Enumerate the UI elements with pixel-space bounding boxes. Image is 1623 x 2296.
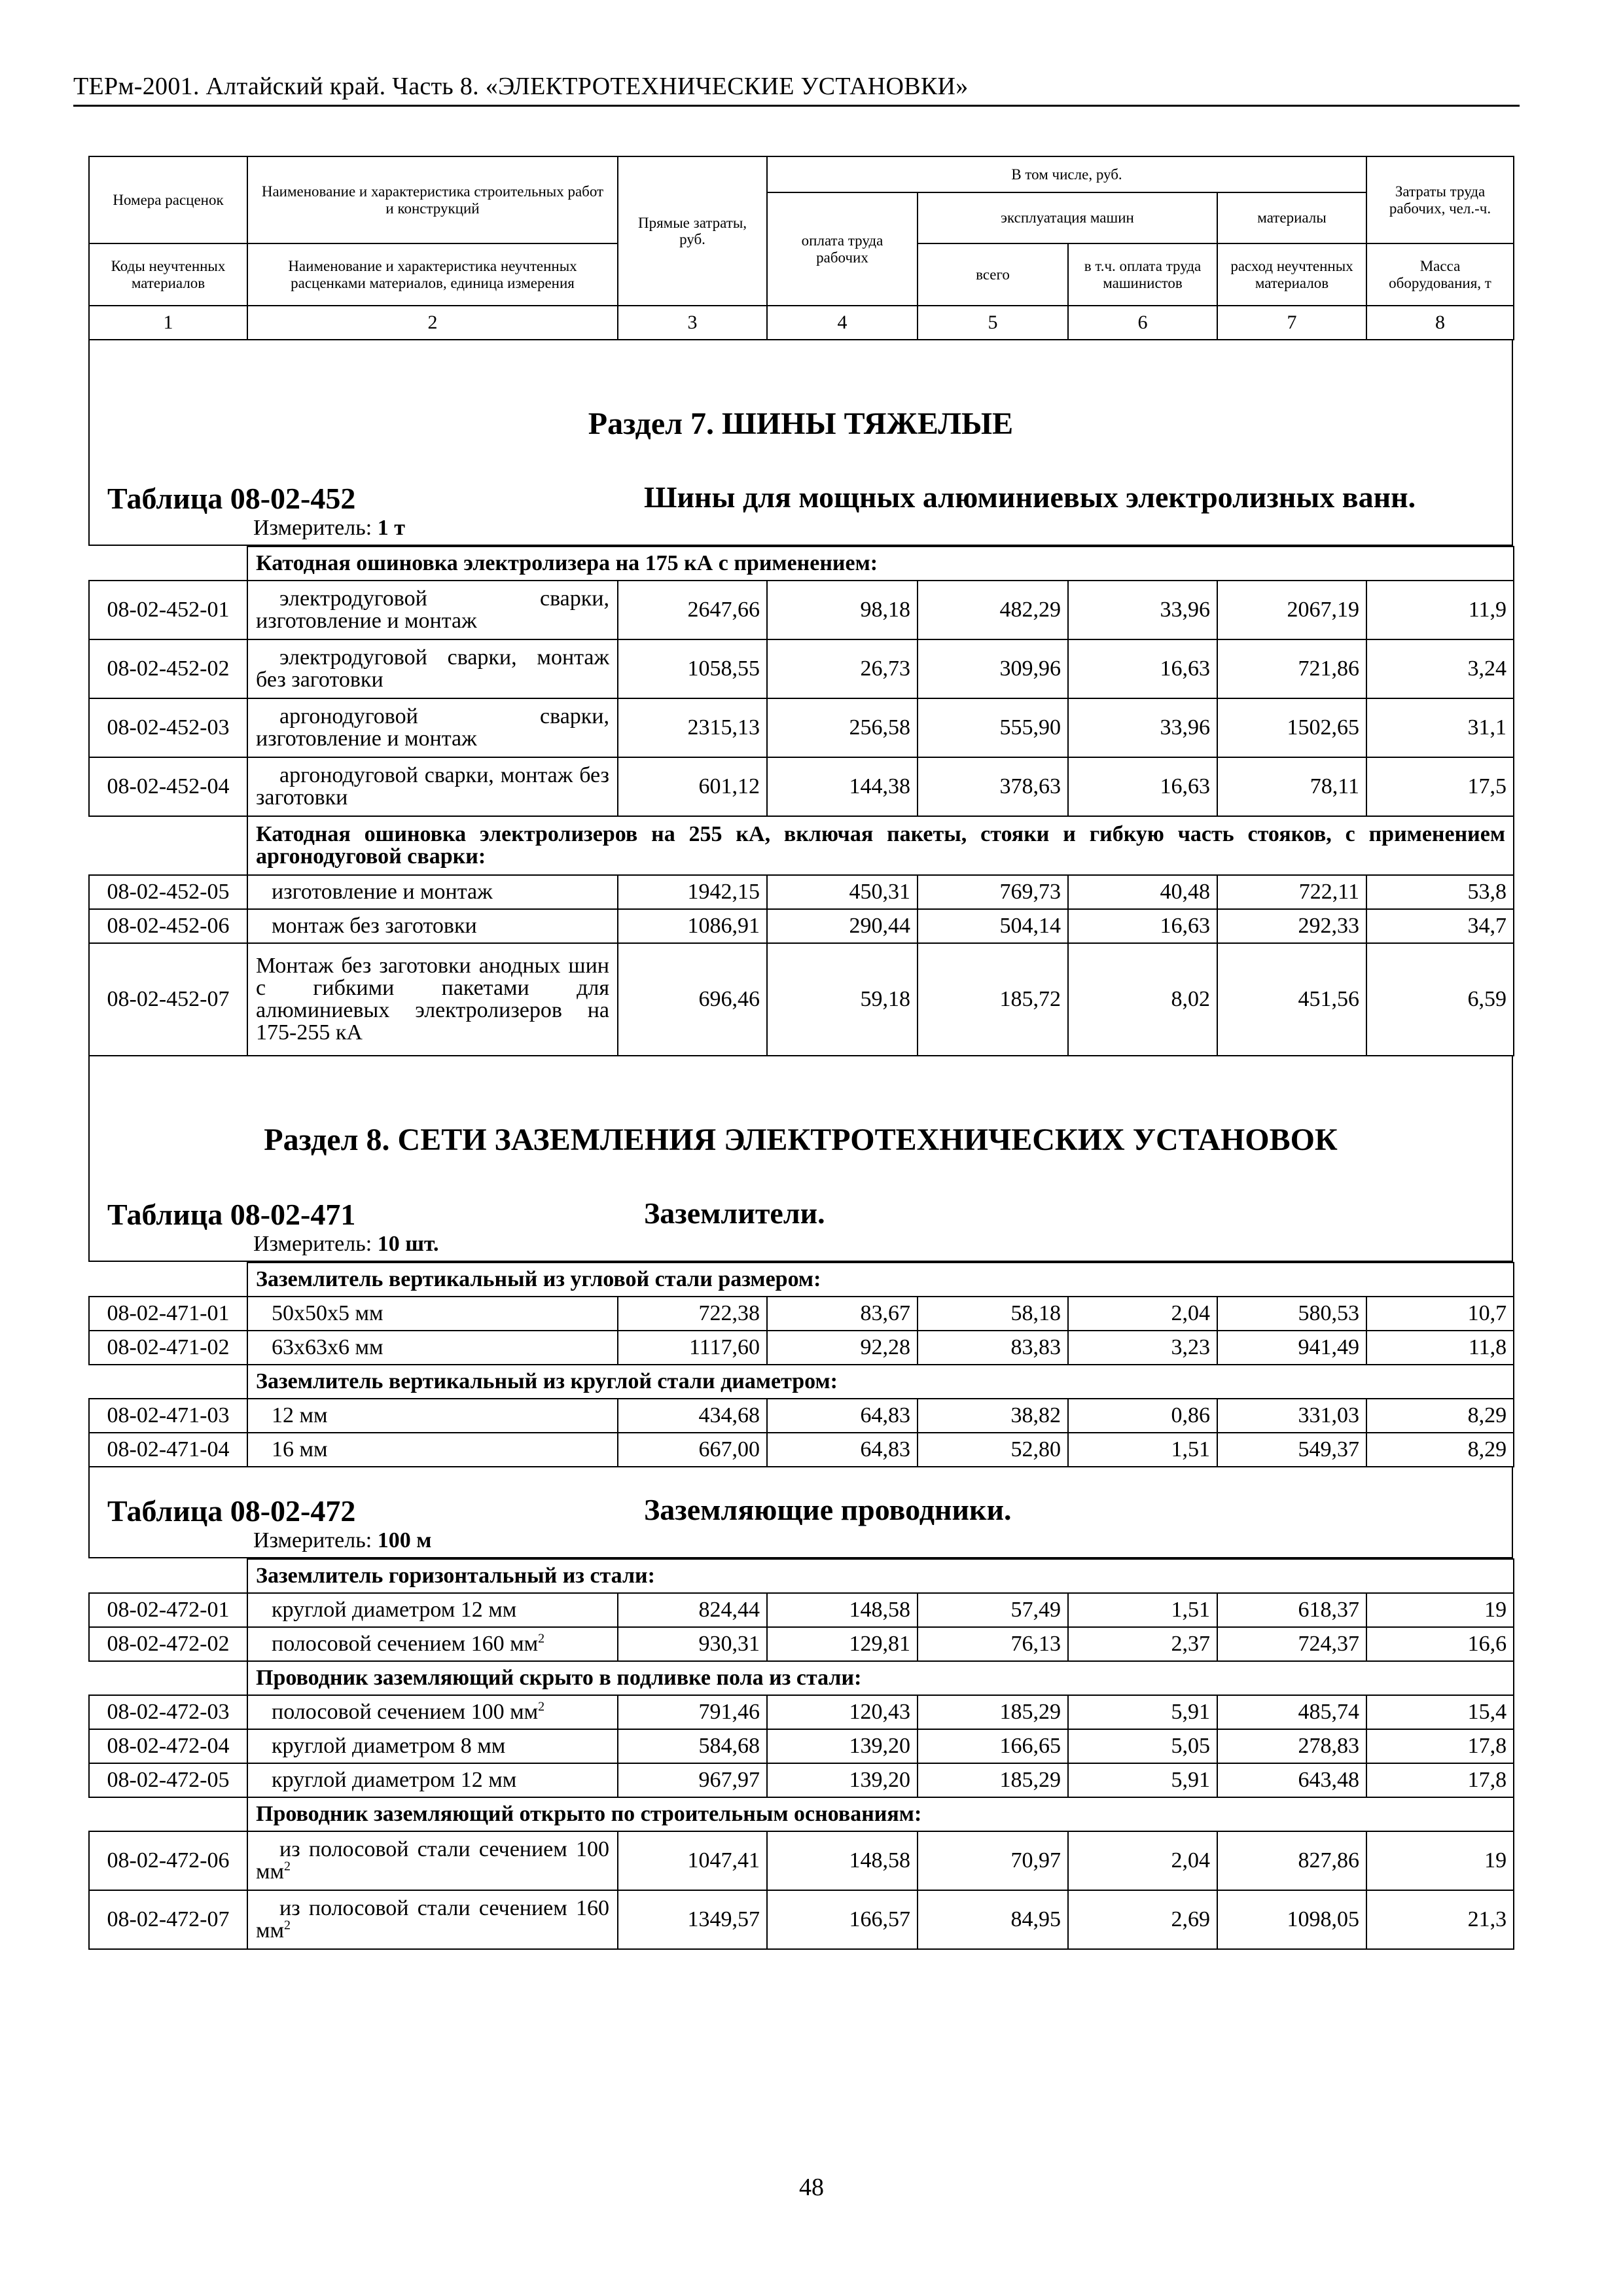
- group-title: Заземлитель вертикальный из угловой стали размером:: [247, 1263, 1514, 1297]
- col-number: 4: [767, 306, 918, 340]
- rate-code: 08-02-452-04: [89, 757, 247, 816]
- machinist-pay: 40,48: [1068, 875, 1217, 909]
- rate-name: [247, 698, 618, 757]
- rate-name: [247, 757, 618, 816]
- direct-costs: 930,31: [618, 1627, 767, 1661]
- direct-costs: 696,46: [618, 943, 767, 1056]
- machinist-pay: 5,91: [1068, 1763, 1217, 1797]
- direct-costs: 2315,13: [618, 698, 767, 757]
- col-number: 8: [1366, 306, 1514, 340]
- measure-label: Измеритель:: [253, 516, 372, 540]
- col-material-usage: расход неучтенных материалов: [1217, 243, 1366, 306]
- section-8-block: [88, 1056, 1513, 1262]
- table-08-02-471: [88, 1262, 1514, 1467]
- table-row: [89, 639, 1514, 698]
- group-spacer: [89, 1559, 247, 1593]
- labor-hours: 17,8: [1366, 1763, 1514, 1797]
- direct-costs: 722,38: [618, 1297, 767, 1331]
- machinist-pay: 16,63: [1068, 639, 1217, 698]
- labor-hours: 8,29: [1366, 1433, 1514, 1467]
- rate-name-text: круглой диаметром 12 мм: [272, 1768, 517, 1792]
- rate-name-text: 16 мм: [272, 1437, 328, 1462]
- machine-total: 185,72: [918, 943, 1068, 1056]
- col-labor-pay: оплата труда рабочих: [767, 192, 918, 306]
- rate-name-text: полосовой сечением 160 мм: [272, 1632, 539, 1656]
- rate-name: [247, 1763, 618, 1797]
- materials: 618,37: [1217, 1593, 1366, 1627]
- machine-total: 378,63: [918, 757, 1068, 816]
- column-header-table: [88, 156, 1514, 340]
- table-number: Таблица 08-02-472: [107, 1494, 356, 1528]
- labor-hours: 19: [1366, 1593, 1514, 1627]
- materials: 722,11: [1217, 875, 1366, 909]
- section-title: Раздел 8. СЕТИ ЗАЗЕМЛЕНИЯ ЭЛЕКТРОТЕХНИЧЕСКИХ УСТАНОВОК: [264, 1122, 1338, 1157]
- machine-total: 38,82: [918, 1399, 1068, 1433]
- group-title: Катодная ошиновка электролизеров на 255 кА, включая пакеты, стояки и гибкую часть стояков, с применением аргонодуговой сварки:: [247, 816, 1514, 875]
- rate-code: 08-02-472-03: [89, 1695, 247, 1729]
- group-spacer: [89, 816, 247, 875]
- machinist-pay: 3,23: [1068, 1331, 1217, 1365]
- materials: 331,03: [1217, 1399, 1366, 1433]
- rate-name-text: из полосовой стали сечением 100 мм: [256, 1837, 609, 1884]
- rate-name-text: 63х63х6 мм: [272, 1335, 383, 1359]
- machine-total: 504,14: [918, 909, 1068, 943]
- labor-pay: 139,20: [767, 1729, 918, 1763]
- direct-costs: 1086,91: [618, 909, 767, 943]
- machine-total: 58,18: [918, 1297, 1068, 1331]
- col-material-codes: Коды неучтенных материалов: [89, 243, 247, 306]
- col-material-name: Наименование и характеристика неучтенных расценками материалов, единица измерения: [247, 243, 618, 306]
- col-number: 3: [618, 306, 767, 340]
- rate-name-text: монтаж без заготовки: [272, 914, 477, 938]
- machinist-pay: 8,02: [1068, 943, 1217, 1056]
- rate-code: 08-02-452-02: [89, 639, 247, 698]
- measure-value: 1 т: [377, 516, 405, 540]
- table-row: [89, 1831, 1514, 1890]
- direct-costs: 1942,15: [618, 875, 767, 909]
- machine-total: 185,29: [918, 1695, 1068, 1729]
- rate-name-text: электродуговой сварки, монтаж без заготовки: [256, 645, 609, 692]
- direct-costs: 824,44: [618, 1593, 767, 1627]
- col-number: 6: [1068, 306, 1217, 340]
- materials: 2067,19: [1217, 581, 1366, 639]
- rate-name-text: аргонодуговой сварки, изготовление и монтаж: [256, 704, 609, 751]
- rate-code: 08-02-471-02: [89, 1331, 247, 1365]
- rate-name: [247, 875, 618, 909]
- labor-pay: 98,18: [767, 581, 918, 639]
- table-row: [89, 909, 1514, 943]
- materials: 292,33: [1217, 909, 1366, 943]
- table-number: Таблица 08-02-452: [107, 482, 356, 515]
- materials: 643,48: [1217, 1763, 1366, 1797]
- labor-hours: 31,1: [1366, 698, 1514, 757]
- labor-hours: 11,9: [1366, 581, 1514, 639]
- col-materials: материалы: [1217, 192, 1366, 243]
- section-title: Раздел 7. ШИНЫ ТЯЖЕЛЫЕ: [588, 406, 1014, 441]
- machinist-pay: 5,91: [1068, 1695, 1217, 1729]
- rate-code: 08-02-452-01: [89, 581, 247, 639]
- labor-hours: 19: [1366, 1831, 1514, 1890]
- rates-frame: [88, 156, 1513, 1950]
- rate-name-text: 50х50х5 мм: [272, 1301, 383, 1325]
- table-row: [89, 1695, 1514, 1729]
- machine-total: 84,95: [918, 1890, 1068, 1949]
- rate-name: [247, 1297, 618, 1331]
- table-name: Шины для мощных алюминиевых электролизных ванн.: [644, 480, 1416, 514]
- rate-code: 08-02-471-03: [89, 1399, 247, 1433]
- direct-costs: 601,12: [618, 757, 767, 816]
- rate-code: 08-02-472-02: [89, 1627, 247, 1661]
- machinist-pay: 33,96: [1068, 581, 1217, 639]
- materials: 1502,65: [1217, 698, 1366, 757]
- group-title: Проводник заземляющий скрыто в подливке пола из стали:: [247, 1661, 1514, 1695]
- col-number: 7: [1217, 306, 1366, 340]
- direct-costs: 1047,41: [618, 1831, 767, 1890]
- rate-name: [247, 1433, 618, 1467]
- rate-code: 08-02-452-06: [89, 909, 247, 943]
- materials: 1098,05: [1217, 1890, 1366, 1949]
- machine-total: 769,73: [918, 875, 1068, 909]
- table-row: [89, 581, 1514, 639]
- rate-name-text: электродуговой сварки, изготовление и монтаж: [256, 586, 609, 633]
- table-heading: [90, 1197, 1512, 1232]
- rate-code: 08-02-452-05: [89, 875, 247, 909]
- materials: 827,86: [1217, 1831, 1366, 1890]
- col-work-name: Наименование и характеристика строительных работ и конструкций: [247, 156, 618, 243]
- rate-code: 08-02-472-07: [89, 1890, 247, 1949]
- superscript: 2: [284, 1918, 291, 1933]
- table-472-block: [88, 1467, 1513, 1558]
- labor-hours: 3,24: [1366, 639, 1514, 698]
- machine-total: 309,96: [918, 639, 1068, 698]
- machinist-pay: 16,63: [1068, 757, 1217, 816]
- labor-pay: 120,43: [767, 1695, 918, 1729]
- rate-code: 08-02-471-01: [89, 1297, 247, 1331]
- labor-hours: 11,8: [1366, 1331, 1514, 1365]
- rate-name: [247, 1695, 618, 1729]
- machine-total: 52,80: [918, 1433, 1068, 1467]
- materials: 451,56: [1217, 943, 1366, 1056]
- rate-code: 08-02-472-01: [89, 1593, 247, 1627]
- measure-label: Измеритель:: [253, 1232, 372, 1256]
- measure-value: 100 м: [377, 1528, 432, 1552]
- direct-costs: 667,00: [618, 1433, 767, 1467]
- col-number: 2: [247, 306, 618, 340]
- machinist-pay: 2,69: [1068, 1890, 1217, 1949]
- group-spacer: [89, 1661, 247, 1695]
- rate-code: 08-02-471-04: [89, 1433, 247, 1467]
- direct-costs: 1117,60: [618, 1331, 767, 1365]
- rate-name: [247, 1593, 618, 1627]
- measure-label: Измеритель:: [253, 1528, 372, 1552]
- labor-pay: 148,58: [767, 1831, 918, 1890]
- materials: 941,49: [1217, 1331, 1366, 1365]
- measure-unit: [90, 516, 1512, 545]
- col-labor-cost: Затраты труда рабочих, чел.-ч.: [1366, 156, 1514, 243]
- table-name: Заземляющие проводники.: [644, 1493, 1012, 1526]
- superscript: 2: [284, 1859, 291, 1874]
- labor-hours: 16,6: [1366, 1627, 1514, 1661]
- materials: 485,74: [1217, 1695, 1366, 1729]
- table-row: [89, 1399, 1514, 1433]
- direct-costs: 967,97: [618, 1763, 767, 1797]
- group-spacer: [89, 1365, 247, 1399]
- direct-costs: 584,68: [618, 1729, 767, 1763]
- table-row: [89, 1627, 1514, 1661]
- labor-hours: 10,7: [1366, 1297, 1514, 1331]
- labor-hours: 17,5: [1366, 757, 1514, 816]
- rate-code: 08-02-472-04: [89, 1729, 247, 1763]
- table-row: [89, 757, 1514, 816]
- table-08-02-472: [88, 1558, 1514, 1950]
- running-header: ТЕРм-2001. Алтайский край. Часть 8. «ЭЛЕКТРОТЕХНИЧЕСКИЕ УСТАНОВКИ»: [73, 73, 969, 100]
- col-rate-no: Номера расценок: [89, 156, 247, 243]
- rate-name: [247, 1890, 618, 1949]
- rate-name: [247, 1399, 618, 1433]
- labor-hours: 21,3: [1366, 1890, 1514, 1949]
- materials: 278,83: [1217, 1729, 1366, 1763]
- col-direct-costs: Прямые затраты, руб.: [618, 156, 767, 306]
- materials: 549,37: [1217, 1433, 1366, 1467]
- rate-name: Монтаж без заготовки анодных шин с гибкими пакетами для алюминиевых электролизеров на 175-255 кА: [247, 943, 618, 1056]
- machine-total: 185,29: [918, 1763, 1068, 1797]
- rate-name-text: изготовление и монтаж: [272, 880, 493, 904]
- labor-pay: 256,58: [767, 698, 918, 757]
- superscript: 2: [538, 1631, 545, 1646]
- table-08-02-452: [88, 546, 1514, 1056]
- rate-name-text: аргонодуговой сварки, монтаж без заготовки: [256, 763, 609, 810]
- labor-pay: 148,58: [767, 1593, 918, 1627]
- labor-pay: 144,38: [767, 757, 918, 816]
- table-row: [89, 1297, 1514, 1331]
- col-number: 1: [89, 306, 247, 340]
- labor-hours: 17,8: [1366, 1729, 1514, 1763]
- machinist-pay: 1,51: [1068, 1593, 1217, 1627]
- machinist-pay: 33,96: [1068, 698, 1217, 757]
- labor-hours: 53,8: [1366, 875, 1514, 909]
- machine-total: 70,97: [918, 1831, 1068, 1890]
- col-total: всего: [918, 243, 1068, 306]
- materials: 721,86: [1217, 639, 1366, 698]
- table-name: Заземлители.: [644, 1196, 825, 1230]
- rate-code: 08-02-452-03: [89, 698, 247, 757]
- rate-name: [247, 909, 618, 943]
- group-title: Заземлитель горизонтальный из стали:: [247, 1559, 1514, 1593]
- machinist-pay: 5,05: [1068, 1729, 1217, 1763]
- labor-pay: 139,20: [767, 1763, 918, 1797]
- rate-name-text: из полосовой стали сечением 160 мм: [256, 1896, 609, 1943]
- table-row: [89, 698, 1514, 757]
- rate-name: [247, 1831, 618, 1890]
- labor-pay: 129,81: [767, 1627, 918, 1661]
- rate-name-text: полосовой сечением 100 мм: [272, 1700, 539, 1724]
- table-number: Таблица 08-02-471: [107, 1198, 356, 1231]
- labor-pay: 450,31: [767, 875, 918, 909]
- col-incl-machinist: в т.ч. оплата труда машинистов: [1068, 243, 1217, 306]
- machine-total: 57,49: [918, 1593, 1068, 1627]
- group-spacer: [89, 547, 247, 581]
- rate-code: 08-02-472-05: [89, 1763, 247, 1797]
- labor-pay: 59,18: [767, 943, 918, 1056]
- direct-costs: 1349,57: [618, 1890, 767, 1949]
- rate-name: [247, 581, 618, 639]
- measure-unit: [90, 1232, 1512, 1261]
- labor-pay: 83,67: [767, 1297, 918, 1331]
- group-spacer: [89, 1263, 247, 1297]
- rate-name-text: круглой диаметром 8 мм: [272, 1734, 506, 1758]
- table-row: [89, 875, 1514, 909]
- labor-pay: 26,73: [767, 639, 918, 698]
- rate-code: 08-02-452-07: [89, 943, 247, 1056]
- labor-pay: 166,57: [767, 1890, 918, 1949]
- machinist-pay: 2,04: [1068, 1831, 1217, 1890]
- machinist-pay: 1,51: [1068, 1433, 1217, 1467]
- labor-pay: 290,44: [767, 909, 918, 943]
- labor-pay: 64,83: [767, 1433, 918, 1467]
- labor-hours: 15,4: [1366, 1695, 1514, 1729]
- direct-costs: 2647,66: [618, 581, 767, 639]
- measure-unit: [90, 1528, 1512, 1557]
- machinist-pay: 16,63: [1068, 909, 1217, 943]
- rate-name: [247, 639, 618, 698]
- rate-name: [247, 1627, 618, 1661]
- section-7-block: [88, 340, 1513, 546]
- direct-costs: 1058,55: [618, 639, 767, 698]
- table-row: [89, 943, 1514, 1056]
- superscript: 2: [538, 1699, 545, 1714]
- machine-total: 555,90: [918, 698, 1068, 757]
- labor-hours: 34,7: [1366, 909, 1514, 943]
- table-row: [89, 1763, 1514, 1797]
- col-equipment-mass: Масса оборудования, т: [1366, 243, 1514, 306]
- direct-costs: 434,68: [618, 1399, 767, 1433]
- materials: 580,53: [1217, 1297, 1366, 1331]
- rate-name: [247, 1331, 618, 1365]
- machine-total: 76,13: [918, 1627, 1068, 1661]
- machinist-pay: 0,86: [1068, 1399, 1217, 1433]
- page-number: 48: [799, 2174, 824, 2201]
- header-rule: [73, 105, 1520, 107]
- group-title: Заземлитель вертикальный из круглой стали диаметром:: [247, 1365, 1514, 1399]
- table-row: [89, 1890, 1514, 1949]
- table-heading: [90, 481, 1512, 516]
- measure-value: 10 шт.: [377, 1232, 439, 1256]
- direct-costs: 791,46: [618, 1695, 767, 1729]
- group-title: Проводник заземляющий открыто по строительным основаниям:: [247, 1797, 1514, 1831]
- col-incl: В том числе, руб.: [767, 156, 1366, 192]
- rate-name-text: круглой диаметром 12 мм: [272, 1598, 517, 1622]
- rate-name-text: 12 мм: [272, 1403, 328, 1427]
- table-row: [89, 1331, 1514, 1365]
- table-row: [89, 1729, 1514, 1763]
- table-row: [89, 1433, 1514, 1467]
- materials: 724,37: [1217, 1627, 1366, 1661]
- labor-hours: 8,29: [1366, 1399, 1514, 1433]
- table-row: [89, 1593, 1514, 1627]
- machine-total: 166,65: [918, 1729, 1068, 1763]
- rate-name: [247, 1729, 618, 1763]
- labor-hours: 6,59: [1366, 943, 1514, 1056]
- group-title: Катодная ошиновка электролизера на 175 кА с применением:: [247, 547, 1514, 581]
- machinist-pay: 2,04: [1068, 1297, 1217, 1331]
- machine-total: 482,29: [918, 581, 1068, 639]
- labor-pay: 64,83: [767, 1399, 918, 1433]
- group-spacer: [89, 1797, 247, 1831]
- col-number: 5: [918, 306, 1068, 340]
- machine-total: 83,83: [918, 1331, 1068, 1365]
- labor-pay: 92,28: [767, 1331, 918, 1365]
- materials: 78,11: [1217, 757, 1366, 816]
- machinist-pay: 2,37: [1068, 1627, 1217, 1661]
- table-heading: [90, 1467, 1512, 1528]
- rate-code: 08-02-472-06: [89, 1831, 247, 1890]
- col-machine-op: эксплуатация машин: [918, 192, 1217, 243]
